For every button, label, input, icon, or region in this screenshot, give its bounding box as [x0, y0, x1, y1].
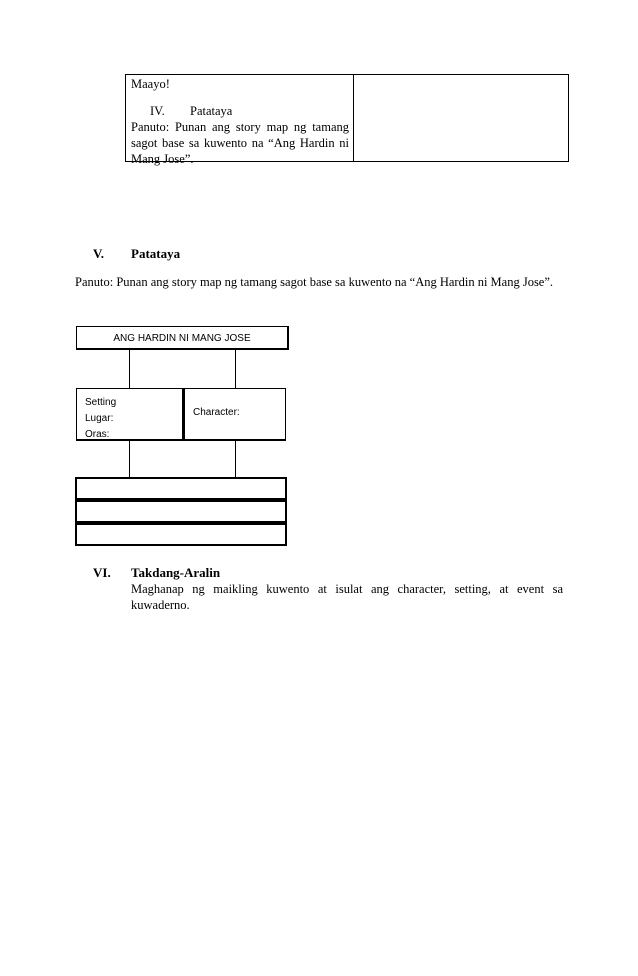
time-label: Oras:: [85, 429, 110, 440]
event-box-2[interactable]: [75, 500, 287, 523]
greeting-text: Maayo!: [131, 77, 170, 91]
table-column-divider: [353, 75, 354, 161]
section-vi-number: VI.: [93, 565, 111, 580]
setting-label: Setting: [85, 397, 117, 408]
character-label: Character:: [193, 407, 240, 418]
item-number: IV.: [150, 104, 165, 118]
story-map-title-box: [76, 326, 289, 350]
story-map-title: ANG HARDIN NI MANG JOSE: [113, 333, 251, 344]
item-heading: Patataya: [190, 104, 233, 118]
event-box-1[interactable]: [75, 477, 287, 500]
connector-line: [129, 441, 130, 478]
connector-line: [235, 441, 236, 478]
connector-line: [129, 350, 130, 388]
lesson-table: [125, 74, 569, 166]
section-vi-body: Maghanap ng maikling kuwento at isulat ang character, setting, at event sa kuwaderno.: [131, 582, 563, 612]
event-box-3[interactable]: [75, 523, 287, 546]
place-label: Lugar:: [85, 413, 114, 424]
section-vi-title: Takdang-Aralin: [131, 565, 221, 580]
section-v-number: V.: [93, 246, 104, 261]
connector-line: [235, 350, 236, 388]
table-instruction: Panuto: Punan ang story map ng tamang sagot base sa kuwento na “Ang Hardin ni Mang Jose”.: [131, 120, 349, 166]
section-v-instruction: Panuto: Punan ang story map ng tamang sagot base sa kuwento na “Ang Hardin ni Mang Jose”.: [75, 275, 554, 289]
section-v-title: Patataya: [131, 246, 181, 261]
character-box[interactable]: [183, 388, 286, 441]
setting-box[interactable]: [76, 388, 184, 441]
